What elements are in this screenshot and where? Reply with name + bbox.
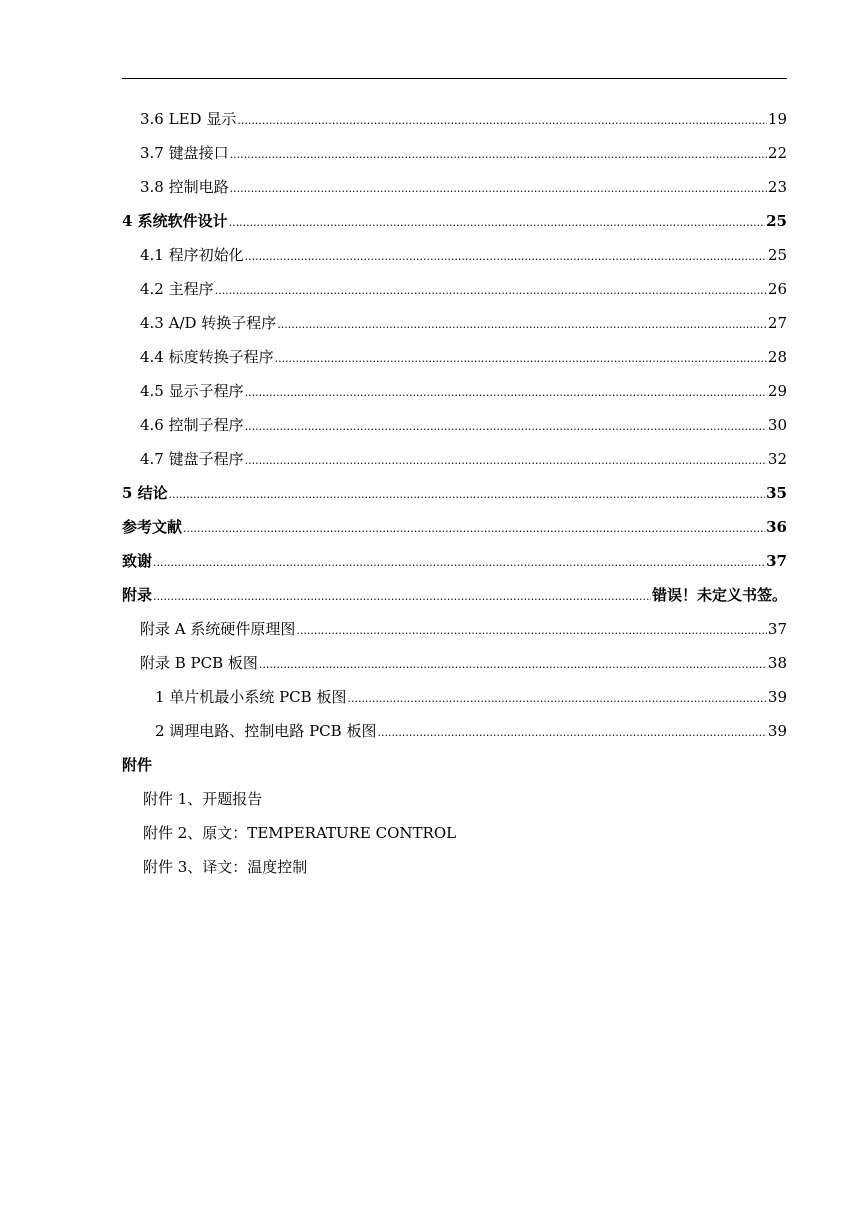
- attachment-item: 附件 1、开题报告: [143, 790, 263, 808]
- table-of-contents: [122, 107, 787, 889]
- toc-entry-label: 2 调理电路、控制电路 PCB 板图: [155, 722, 377, 740]
- toc-dot-leader: [183, 517, 765, 541]
- toc-entry-label: 4.4 标度转换子程序: [140, 348, 274, 366]
- toc-entry-label: 4 系统软件设计: [122, 212, 228, 230]
- toc-entry-label: 4.3 A/D 转换子程序: [140, 314, 277, 332]
- toc-entry-label: 4.6 控制子程序: [140, 416, 244, 434]
- toc-entry[interactable]: [122, 379, 787, 413]
- toc-entry-label: 附录: [122, 586, 153, 604]
- toc-entry-page: 26: [767, 280, 787, 298]
- toc-entry-page: 39: [767, 722, 787, 740]
- toc-dot-leader: [277, 313, 767, 337]
- toc-dot-leader: [237, 109, 767, 133]
- toc-entry[interactable]: [122, 413, 787, 447]
- toc-dot-leader: [153, 585, 651, 609]
- toc-dot-leader: [377, 721, 766, 745]
- toc-dot-leader: [229, 211, 765, 235]
- toc-entry-label: 致谢: [122, 552, 153, 570]
- toc-entry-label: 5 结论: [122, 484, 168, 502]
- toc-entry-label: 附录 B PCB 板图: [140, 654, 258, 672]
- toc-entry-page: 28: [767, 348, 787, 366]
- toc-entry-page: 19: [767, 110, 787, 128]
- toc-entry[interactable]: [122, 583, 787, 617]
- toc-entry[interactable]: [122, 277, 787, 311]
- toc-entry-page: 22: [767, 144, 787, 162]
- attachment-item: 附件 2、原文：TEMPERATURE CONTROL: [143, 824, 457, 842]
- toc-entry[interactable]: [122, 549, 787, 583]
- toc-entry[interactable]: [122, 651, 787, 685]
- toc-dot-leader: [153, 551, 765, 575]
- toc-entry[interactable]: [122, 515, 787, 549]
- toc-entry-page: 35: [766, 484, 787, 502]
- toc-entry[interactable]: [122, 345, 787, 379]
- toc-entry-page: 23: [767, 178, 787, 196]
- toc-dot-leader: [169, 483, 765, 507]
- toc-dot-leader: [296, 619, 767, 643]
- attachment-item: 附件 3、译文：温度控制: [143, 858, 308, 876]
- toc-dot-leader: [275, 347, 767, 371]
- toc-entry[interactable]: [122, 141, 787, 175]
- toc-entry-page: 39: [767, 688, 787, 706]
- toc-dot-leader: [230, 143, 767, 167]
- attachments-heading: 附件: [122, 756, 153, 774]
- toc-entry-page: 32: [767, 450, 787, 468]
- toc-entry-label: 4.7 键盘子程序: [140, 450, 244, 468]
- toc-dot-leader: [245, 245, 767, 269]
- toc-entry[interactable]: [122, 685, 787, 719]
- toc-entry-page: 29: [767, 382, 787, 400]
- toc-entry-label: 3.6 LED 显示: [140, 110, 237, 128]
- toc-entry[interactable]: [122, 107, 787, 141]
- toc-entry-page: 37: [766, 552, 787, 570]
- toc-entry[interactable]: [122, 719, 787, 753]
- toc-entry-page: 25: [767, 246, 787, 264]
- toc-entry-label: 3.8 控制电路: [140, 178, 229, 196]
- toc-entry[interactable]: [122, 481, 787, 515]
- toc-entry-label: 4.1 程序初始化: [140, 246, 244, 264]
- toc-entry-page: 36: [766, 518, 787, 536]
- toc-entry-label: 3.7 键盘接口: [140, 144, 229, 162]
- toc-entry-label: 4.5 显示子程序: [140, 382, 244, 400]
- toc-entry[interactable]: [122, 447, 787, 481]
- toc-entry-page: 37: [767, 620, 787, 638]
- toc-dot-leader: [245, 449, 767, 473]
- toc-entry[interactable]: [122, 311, 787, 345]
- toc-dot-leader: [230, 177, 767, 201]
- toc-entry-label: 附录 A 系统硬件原理图: [140, 620, 296, 638]
- toc-entry[interactable]: [122, 617, 787, 651]
- toc-entry-label: 参考文献: [122, 518, 183, 536]
- toc-entry[interactable]: [122, 209, 787, 243]
- toc-dot-leader: [347, 687, 766, 711]
- toc-entry-page: 38: [767, 654, 787, 672]
- toc-dot-leader: [259, 653, 767, 677]
- toc-entry-page: 25: [766, 212, 787, 230]
- toc-entry-page: 27: [767, 314, 787, 332]
- toc-entry-page-error: 错误！未定义书签。: [651, 586, 787, 604]
- header-rule: [122, 78, 787, 79]
- toc-entry[interactable]: [122, 243, 787, 277]
- toc-dot-leader: [245, 415, 767, 439]
- toc-entry[interactable]: [122, 175, 787, 209]
- toc-entry-label: 1 单片机最小系统 PCB 板图: [155, 688, 347, 706]
- toc-entry-label: 4.2 主程序: [140, 280, 214, 298]
- toc-dot-leader: [215, 279, 767, 303]
- toc-entry-page: 30: [767, 416, 787, 434]
- toc-dot-leader: [245, 381, 767, 405]
